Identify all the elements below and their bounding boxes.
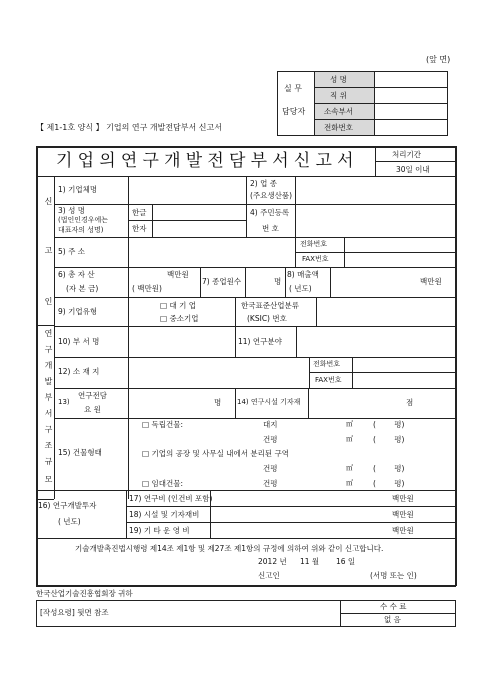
field-researchers-label: 연구전담	[78, 391, 107, 400]
side-label-facility-2: 구	[44, 345, 53, 354]
field-sales-label: 8) 매출액	[287, 270, 319, 279]
research-cost-label: 17) 연구비 (인건비 포함)	[129, 494, 213, 503]
reporter-sign-field[interactable]	[288, 568, 368, 581]
page-side-marker: (앞 면)	[426, 55, 451, 64]
operating-cost-field[interactable]	[211, 523, 387, 537]
location-phone-field[interactable]	[353, 358, 454, 371]
standalone-land-label: 대지	[263, 420, 278, 429]
standalone-floor-sqm: ㎡	[346, 435, 353, 443]
location-phone-label: 전화번호	[313, 360, 341, 368]
equipment-cost-label: 18) 시설 및 기자재비	[129, 510, 200, 519]
operating-cost-label: 19) 기 타 운 영 비	[129, 526, 190, 535]
side-label-facility-9: 규	[44, 457, 53, 466]
field-rep-name-note-1: (법인인경우에는	[58, 216, 109, 224]
researchers-unit: 명	[214, 398, 222, 407]
equipment-cost-field[interactable]	[211, 507, 387, 521]
department-field[interactable]	[129, 328, 234, 356]
capital-unit: ( 백만원)	[132, 284, 162, 293]
standalone-building-checkbox[interactable]: □ 독립건물:	[142, 420, 183, 429]
field-assets-label: 6) 총 자 산	[58, 270, 95, 279]
field-researchers-number: 13)	[58, 398, 70, 406]
name-korean-field[interactable]	[153, 205, 245, 219]
field-rd-investment-label: 16) 연구개발투자	[38, 501, 97, 510]
side-label-facility-5: 부	[44, 393, 53, 402]
separated-floor-label: 건평	[263, 464, 278, 473]
location-fax-label: FAX번호	[315, 376, 342, 384]
date-year: 2012 년	[258, 557, 287, 566]
research-area-field[interactable]	[297, 328, 454, 356]
side-label-applicant-1: 신	[44, 197, 53, 206]
side-label-facility-3: 개	[44, 361, 53, 370]
ksic-field[interactable]	[317, 299, 454, 325]
equipment-cost-unit: 백만원	[392, 510, 414, 519]
ksic-sub-label: (KSIC) 번호	[247, 314, 287, 323]
side-label-facility-4: 발	[44, 377, 53, 386]
name-hanja-field[interactable]	[153, 221, 245, 236]
leased-floor-label: 건평	[263, 479, 278, 488]
side-label-facility-1: 연	[44, 329, 53, 338]
field-rrn-sub-label: 번 호	[262, 224, 279, 233]
separated-floor-sqm: ㎡	[346, 464, 353, 472]
form-identifier: 【 제1-1호 양식 】 기업의 연구 개발전담부서 신고서	[36, 123, 222, 132]
side-label-facility-6: 서	[44, 409, 53, 418]
employees-unit: 명	[274, 277, 282, 286]
address-fax-field[interactable]	[345, 253, 454, 266]
fee-value: 없 음	[384, 615, 401, 624]
standalone-land-sqm: ㎡	[346, 420, 353, 428]
leased-floor-pyeong: ( 평)	[373, 479, 405, 488]
field-researchers-sub-label: 요 원	[84, 405, 101, 414]
standalone-floor-pyeong: ( 평)	[373, 435, 405, 444]
date-day: 16 일	[336, 557, 356, 566]
field-sales-year-label: ( 년도)	[289, 284, 312, 293]
company-name-field[interactable]	[129, 178, 245, 203]
field-company-name-label: 1) 기업체명	[58, 185, 98, 194]
practical-phone-label: 전화번호	[324, 123, 353, 132]
field-rd-investment-year: ( 년도)	[58, 517, 81, 526]
fee-label: 수 수 료	[380, 602, 407, 611]
leased-floor-sqm: ㎡	[346, 479, 353, 487]
field-company-type-label: 9) 기업유형	[58, 307, 98, 316]
separated-area-checkbox[interactable]: □ 기업의 공장 및 사무실 내에서 분리된 구역	[142, 449, 289, 458]
field-rep-name-label: 3) 성 명	[58, 206, 85, 215]
practical-label-top: 실 무	[284, 84, 302, 93]
reporter-label: 신고인	[258, 571, 280, 580]
side-label-facility-7: 구	[44, 425, 53, 434]
large-company-checkbox[interactable]: □ 대 기 업	[160, 301, 196, 310]
separated-floor-pyeong: ( 평)	[373, 464, 405, 473]
rrn-field[interactable]	[296, 205, 454, 236]
field-rep-name-note-2: 대표자의 성명)	[58, 226, 104, 234]
assets-unit: 백만원	[167, 270, 189, 279]
sme-checkbox[interactable]: □ 중소기업	[160, 314, 199, 323]
field-research-area-label: 11) 연구분야	[238, 337, 282, 346]
address-phone-label: 전화번호	[300, 240, 328, 248]
form-title: 기업의연구개발전담부서신고서	[56, 151, 359, 171]
field-capital-label: (자 본 금)	[66, 284, 99, 293]
address-field[interactable]	[129, 239, 294, 266]
practical-dept-label: 소속부서	[324, 107, 353, 116]
practical-title-label: 직 위	[330, 91, 347, 100]
field-department-label: 10) 부 서 명	[58, 337, 100, 346]
side-label-facility-8: 조	[44, 441, 53, 450]
leased-building-checkbox[interactable]: □ 임대건물:	[142, 479, 183, 488]
field-building-type-label: 15) 건물형태	[58, 448, 102, 457]
declaration-text: 기술개발촉진법시행령 제14조 제1항 및 제27조 제1항의 규정에 의하여 위와 같이 신고합니다.	[75, 544, 384, 553]
reporter-sign-note: (서명 또는 인)	[370, 571, 417, 580]
side-label-applicant-2: 고	[44, 246, 53, 255]
location-field[interactable]	[129, 359, 308, 387]
field-address-label: 5) 주 소	[58, 247, 85, 256]
field-location-label: 12) 소 재 지	[58, 367, 100, 376]
standalone-floor-label: 건평	[263, 435, 278, 444]
practical-label-bottom: 담당자	[282, 107, 306, 116]
deadline-label: 처리기간	[392, 150, 421, 159]
standalone-land-pyeong: ( 평)	[373, 420, 405, 429]
deadline-value: 30일 이내	[396, 165, 430, 174]
name-korean-label: 한글	[132, 208, 147, 217]
location-fax-field[interactable]	[353, 373, 454, 387]
field-rrn-label: 4) 주민등록	[250, 208, 290, 217]
practical-name-label: 성 명	[330, 75, 347, 84]
research-cost-unit: 백만원	[392, 494, 414, 503]
field-equipment-label: 14) 연구시설 기자재	[237, 398, 301, 406]
address-fax-label: FAX번호	[302, 255, 329, 263]
recipient: 한국산업기술진흥협회장 귀하	[36, 589, 133, 598]
equipment-unit: 점	[406, 398, 414, 407]
name-hanja-label: 한자	[132, 224, 147, 233]
instructions-note: [작성요령] 뒷면 참조	[40, 608, 109, 617]
field-employees-label: 7) 종업원수	[202, 277, 242, 286]
sales-unit: 백만원	[420, 277, 442, 286]
field-industry-sub-label: (주요생산품)	[250, 191, 293, 200]
side-label-facility-10: 모	[44, 475, 53, 484]
side-label-applicant-3: 인	[44, 297, 53, 306]
field-industry-label: 2) 업 종	[250, 179, 277, 188]
operating-cost-unit: 백만원	[392, 526, 414, 535]
ksic-label: 한국표준산업분류	[241, 301, 299, 310]
address-phone-field[interactable]	[345, 238, 454, 251]
research-cost-field[interactable]	[211, 491, 387, 505]
date-month: 11 월	[300, 557, 320, 566]
industry-field[interactable]	[296, 178, 454, 203]
